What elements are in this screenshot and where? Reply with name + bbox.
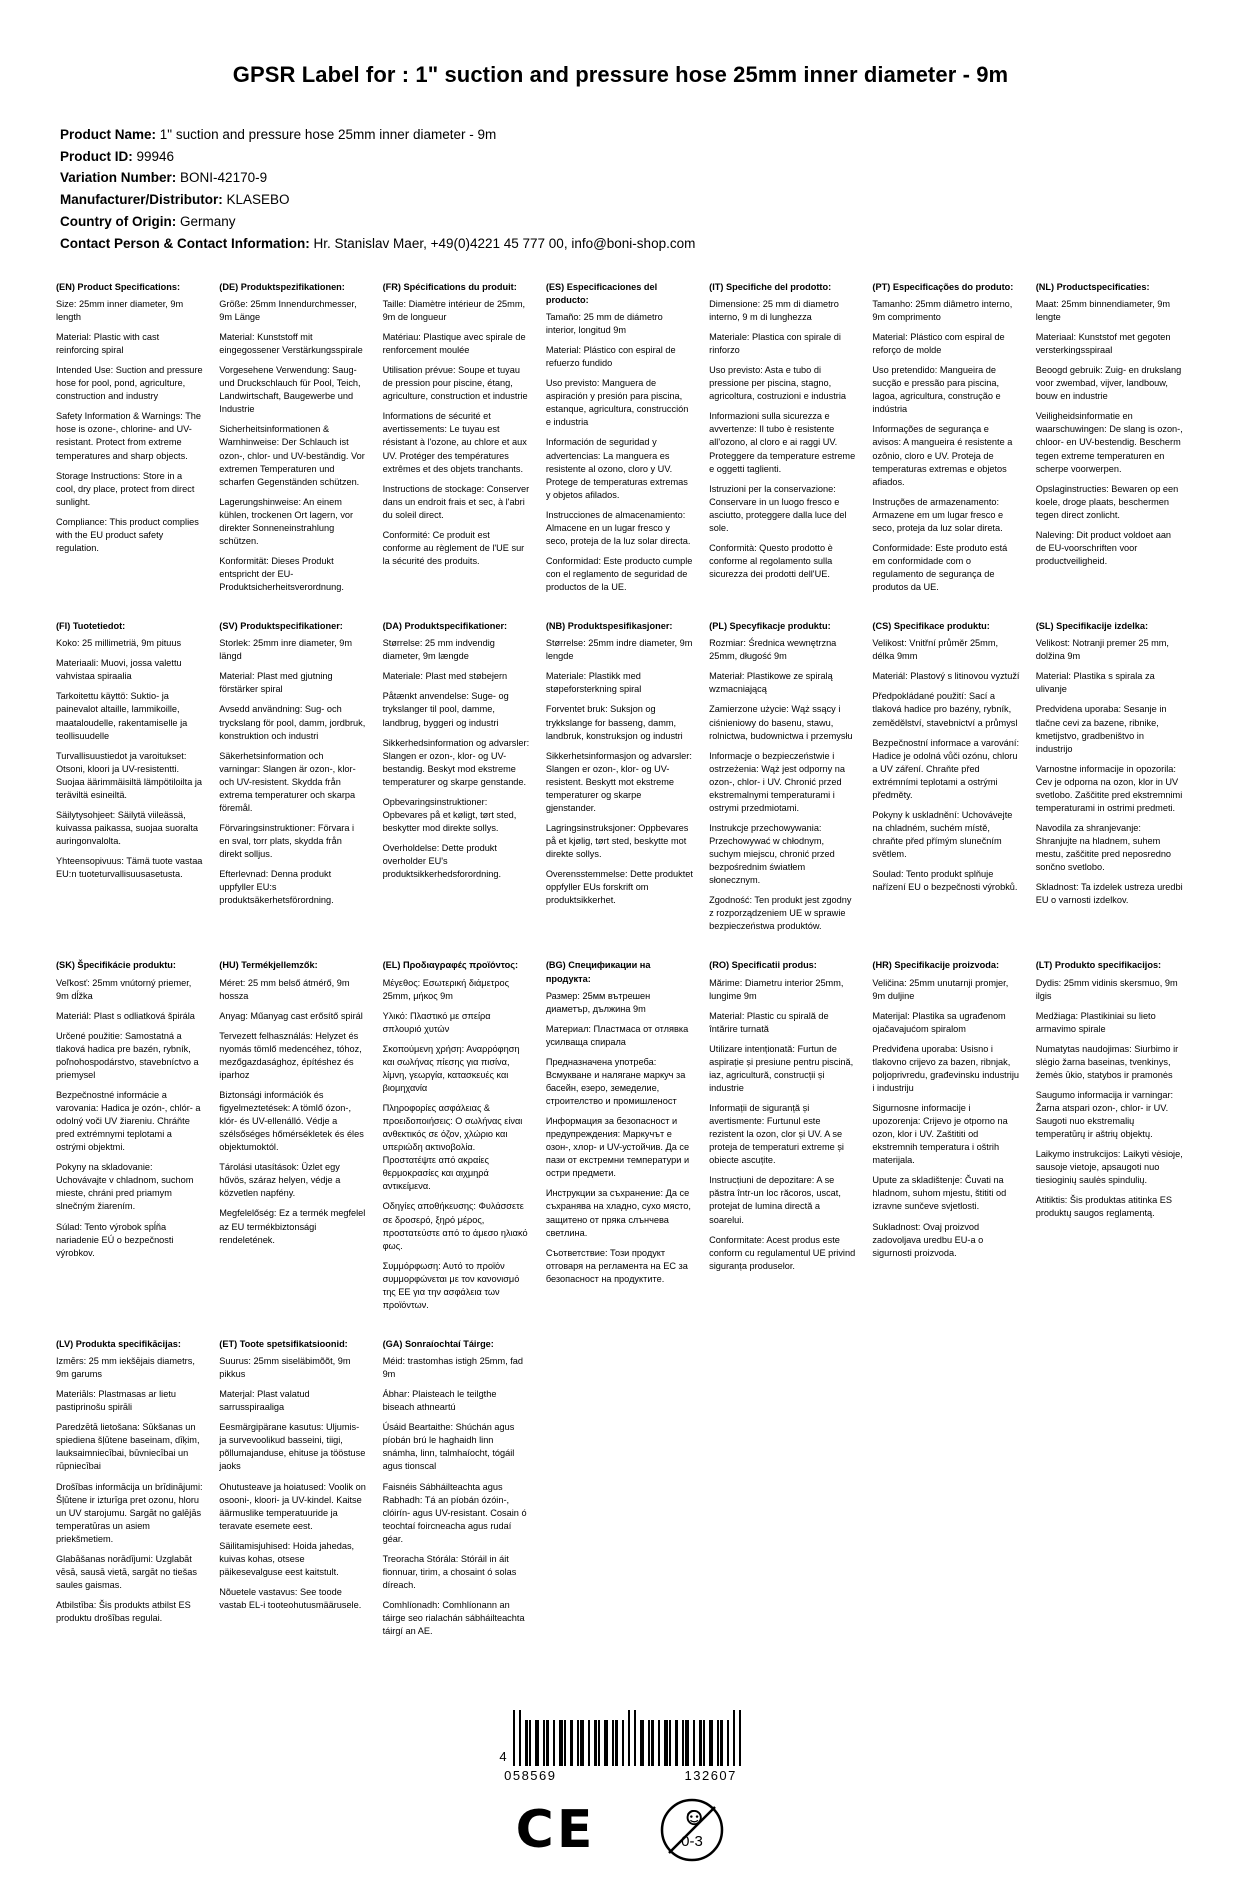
spec-paragraph: Upute za skladištenje: Čuvati na hladnom, suhom mjestu, štititi od izravne sunčeve svjetlosti.: [872, 1175, 1007, 1212]
spec-paragraph: Sukladnost: Ovaj proizvod zadovoljava uredbu EU-a o sigurnosti proizvoda.: [872, 1221, 984, 1258]
spec-paragraph: Konformität: Dieses Produkt entspricht der EU-Produktsicherheitsverordnung.: [219, 555, 344, 593]
spec-paragraph: Velikost: Notranji premer 25 mm, dolžina 9m: [1035, 638, 1169, 662]
spec-paragraph: Koko: 25 millimetriä, 9m pituus: [56, 638, 182, 649]
spec-paragraph: Ábhar: Plaisteach le teilgthe biseach athneartú: [382, 1389, 497, 1413]
spec-heading: (SL) Specifikacije izdelka:: [1035, 621, 1149, 632]
spec-block: [709, 281, 858, 620]
meta-label: Variation Number:: [60, 170, 177, 186]
spec-block: [383, 959, 532, 1338]
spec-paragraph: Säilitamisjuhised: Hoida jahedas, kuivas kohas, otsese päikesevalguse eest kaitstult.: [219, 1540, 355, 1577]
spec-paragraph: Conformità: Questo prodotto è conforme al regolamento sulla sicurezza dei prodotti dell'UE.: [709, 542, 833, 580]
spec-paragraph: Maat: 25mm binnendiameter, 9m lengte: [1035, 298, 1171, 322]
spec-paragraph: Úsáid Beartaithe: Shúchán agus píobán brú le haghaidh linn snámha, linn, talmhaíocht, tógáil agus tionscal: [382, 1422, 515, 1472]
spec-block: [383, 1338, 532, 1664]
spec-paragraph: Biztonsági információk és figyelmeztetések: A tömlő ózon-, klór- és UV-ellenálló. Védje a szélsőséges hőmérsékletek és éles objektumoktól.: [219, 1089, 364, 1153]
spec-paragraph: Material: Plastic with cast reinforcing spiral: [56, 332, 160, 356]
spec-paragraph: Materiāls: Plastmasas ar lietu pastiprinošu spirāli: [56, 1389, 176, 1413]
spec-paragraph: Naleving: Dit product voldoet aan de EU-voorschriften voor productveiligheid.: [1035, 529, 1172, 566]
spec-paragraph: Compliance: This product complies with the EU product safety regulation.: [56, 516, 199, 553]
spec-heading: (LV) Produkta specifikācijas:: [56, 1338, 181, 1349]
barcode-bars: [513, 1708, 742, 1766]
spec-paragraph: Conformidade: Este produto está em conformidade com o regulamento de segurança de produtos da UE.: [872, 542, 1008, 593]
spec-paragraph: Conformitate: Acest produs este conform cu regulamentul UE privind siguranța produselor.: [709, 1234, 856, 1271]
spec-block: [219, 281, 368, 620]
spec-heading: (SV) Produktspecifikationer:: [219, 621, 343, 632]
compliance-marks: [516, 1797, 726, 1863]
spec-paragraph: Rozmiar: Średnica wewnętrzna 25mm, długość 9m: [709, 638, 837, 662]
label-footer: [56, 1682, 1185, 1863]
spec-paragraph: Drošības informācija un brīdinājumi: Šļūtene ir izturīga pret ozonu, hloru un UV starojumu. Sargāt no galējās temperatūras un asiem priekšmetiem.: [56, 1481, 203, 1544]
spec-paragraph: Информация за безопасност и предупреждения: Маркучът е озон-, хлор- и UV-устойчив. Да се пази от екстремни температури и остри предмети.: [545, 1116, 690, 1179]
spec-paragraph: Размер: 25мм вътрешен диаметър, дължина 9m: [545, 990, 651, 1014]
spec-paragraph: Izmērs: 25 mm iekšējais diametrs, 9m garums: [56, 1356, 195, 1380]
meta-value: BONI-42170-9: [180, 170, 268, 186]
meta-value: Germany: [180, 214, 236, 230]
spec-paragraph: Tárolási utasítások: Üzlet egy hűvös, száraz helyen, védje a közvetlen napfény.: [219, 1162, 341, 1199]
spec-paragraph: Material: Plast med gjutning förstärker spiral: [219, 671, 333, 695]
spec-paragraph: Sikkerhetsinformasjon og advarsler: Slangen er ozon-, klor- og UV-resistent. Beskytt mot ekstreme temperaturer og skarpe gjenstander.: [545, 750, 692, 813]
spec-block: [1036, 959, 1185, 1338]
spec-paragraph: Súlad: Tento výrobok spĺňa nariadenie EÚ o bezpečnosti výrobkov.: [56, 1221, 174, 1258]
spec-heading: (PT) Especificações do produto:: [872, 281, 1014, 292]
spec-paragraph: Instrukcje przechowywania: Przechowywać w chłodnym, suchym miejscu, chronić przed bezpośrednim światłem słonecznym.: [709, 822, 835, 886]
spec-paragraph: Informazioni sulla sicurezza e avvertenze: Il tubo è resistente all'ozono, al cloro e ai raggi UV. Proteggere da temperature estreme e oggetti taglienti.: [709, 411, 856, 474]
spec-heading: (PL) Specyfikacje produktu:: [709, 621, 831, 632]
spec-paragraph: Storage Instructions: Store in a cool, dry place, protect from direct sunlight.: [56, 470, 195, 507]
spec-block: [872, 620, 1021, 959]
page-title: GPSR Label for : 1" suction and pressure hose 25mm inner diameter - 9m: [232, 62, 1009, 87]
spec-heading: (GA) Sonraíochtaí Táirge:: [382, 1338, 494, 1349]
meta-value: 1" suction and pressure hose 25mm inner diameter - 9m: [159, 126, 497, 142]
spec-paragraph: Forventet bruk: Suksjon og trykkslange for basseng, damm, landbruk, konstruksjon og industri: [545, 704, 683, 741]
spec-paragraph: Uso previsto: Asta e tubo di pressione per piscina, stagno, agricoltura, costruzioni e industria: [709, 365, 846, 402]
meta-row-product-id: [60, 146, 1185, 168]
spec-paragraph: Informații de siguranță și avertismente: Furtunul este rezistent la ozon, clor și UV. A se proteja de temperaturi extreme și obiecte ascuțite.: [709, 1103, 844, 1166]
spec-paragraph: Предназначена употреба: Всмукване и налягане маркуч за басейн, езеро, земеделие, строителство и промишленост: [545, 1056, 686, 1107]
spec-heading: (FR) Spécifications du produit:: [382, 281, 517, 292]
barcode-numbers: [504, 1768, 737, 1783]
spec-heading: (RO) Specificatii produs:: [709, 960, 817, 971]
spec-paragraph: Bezpečnostní informace a varování: Hadice je odolná vůči ozónu, chloru a UV záření. Chraňte před extrémními teplotami a ostrými předměty.: [872, 737, 1019, 800]
spec-paragraph: Μέγεθος: Εσωτερική διάμετρος 25mm, μήκος 9m: [382, 977, 510, 1001]
spec-paragraph: Efterlevnad: Denna produkt uppfyller EU:s produktsäkerhetsförordning.: [219, 869, 334, 906]
meta-value: KLASEBO: [226, 192, 290, 208]
meta-label: Product ID:: [60, 148, 133, 164]
spec-paragraph: Størrelse: 25mm indre diameter, 9m lengde: [545, 638, 693, 662]
spec-paragraph: Suurus: 25mm siseläbimõõt, 9m pikkus: [219, 1356, 351, 1380]
meta-value: 99946: [136, 148, 175, 164]
spec-block: [56, 620, 205, 959]
spec-heading: (EN) Product Specifications:: [56, 281, 181, 292]
spec-block: [1036, 620, 1185, 959]
product-meta-block: [60, 124, 1185, 255]
spec-block-empty: [546, 1338, 695, 1664]
spec-paragraph: Avsedd användning: Sug- och tryckslang för pool, damm, jordbruk, konstruktion och industri: [219, 704, 366, 741]
spec-paragraph: Soulad: Tento produkt splňuje nařízení EU o bezpečnosti výrobků.: [872, 869, 1018, 893]
spec-paragraph: Συμμόρφωση: Αυτό το προϊόν συμμορφώνεται με τον κανονισμό της ΕΕ για την ασφάλεια των προϊόντων.: [382, 1260, 520, 1310]
spec-block: [219, 620, 368, 959]
spec-block: [219, 1338, 368, 1664]
spec-paragraph: Instructions de stockage: Conserver dans un endroit frais et sec, à l'abri du soleil direct.: [382, 483, 530, 520]
spec-paragraph: Navodila za shranjevanje: Shranjujte na hladnem, suhem mestu, zaščitite pred neposredno sončno svetlobo.: [1035, 822, 1172, 873]
spec-block: [383, 281, 532, 620]
spec-heading: (DA) Produktspecifikationer:: [382, 621, 508, 632]
spec-block: [546, 620, 695, 959]
spec-paragraph: Säkerhetsinformation och varningar: Slangen är ozon-, klor- och UV-resistent. Skydda från extrema temperaturer och skarpa föremål.: [219, 750, 356, 813]
svg-text:0-3: 0-3: [681, 1833, 704, 1851]
spec-paragraph: Материал: Пластмаса от отлявка усилваща спирала: [545, 1023, 689, 1047]
spec-heading: (IT) Specifiche del prodotto:: [709, 281, 832, 292]
barcode-lead-digit: 4: [499, 1749, 507, 1765]
meta-label: Country of Origin:: [60, 214, 177, 230]
spec-paragraph: Informacje o bezpieczeństwie i ostrzeżenia: Wąż jest odporny na ozon-, chlor- i UV. Chronić przed ekstremalnymi temperaturami i ostrymi przedmiotami.: [709, 750, 845, 813]
spec-paragraph: Nõuetele vastavus: See toode vastab EL-i tooteohutusmäärusele.: [219, 1586, 362, 1611]
spec-paragraph: Matériau: Plastique avec spirale de renforcement moulée: [382, 332, 526, 356]
spec-paragraph: Material: Plastic cu spirală de întărire turnată: [709, 1010, 829, 1034]
spec-paragraph: Lagerungshinweise: An einem kühlen, trockenen Ort lagern, vor direkter Sonneneinstrahlung schützen.: [219, 496, 354, 546]
spec-paragraph: Beoogd gebruik: Zuig- en drukslang voor zwembad, vijver, landbouw, bouw en industrie: [1035, 365, 1182, 402]
spec-paragraph: Pokyny k uskladnění: Uchovávejte na chladném, suchém místě, chraňte před přímým slunečním světlem.: [872, 809, 1013, 860]
age-restriction-0-3-icon: [659, 1797, 725, 1863]
spec-heading: (HR) Specifikacije proizvoda:: [872, 960, 1000, 971]
spec-paragraph: Informations de sécurité et avertissements: Le tuyau est résistant à l'ozone, au chlore et aux UV. Protéger des températures extrêmes et des objets tranchants.: [382, 411, 527, 474]
spec-paragraph: Instrucțiuni de depozitare: A se păstra într-un loc răcoros, uscat, protejat de lumina directă a soarelui.: [709, 1175, 841, 1225]
spec-paragraph: Storlek: 25mm inre diameter, 9m längd: [219, 638, 353, 662]
spec-paragraph: Mărime: Diametru interior 25mm, lungime 9m: [709, 977, 844, 1001]
meta-row-manufacturer: [60, 189, 1185, 211]
spec-paragraph: Säilytysohjeet: Säilytä viileässä, kuivassa paikassa, suojaa suoralta auringonvalolta.: [56, 809, 198, 847]
meta-label: Manufacturer/Distributor:: [60, 192, 223, 208]
meta-row-variation-number: [60, 167, 1185, 189]
spec-paragraph: Zgodność: Ten produkt jest zgodny z rozporządzeniem UE w sprawie bezpieczeństwa produktów.: [709, 895, 852, 932]
spec-paragraph: Určené použitie: Samostatná a tlaková hadica pre bazén, rybník, poľnohospodárstvo, stavebníctvo a priemysel: [56, 1030, 199, 1080]
spec-paragraph: Yhteensopivuus: Tämä tuote vastaa EU:n tuoteturvallisuusasetusta.: [56, 856, 203, 880]
spec-paragraph: Predvidena uporaba: Sesanje in tlačne cevi za bazene, ribnike, kmetijstvo, gradbeništvo in industrijo: [1035, 704, 1167, 754]
spec-paragraph: Sikkerhedsinformation og advarsler: Slangen er ozon-, klor- og UV-bestandig. Beskyt mod ekstreme temperaturer og skarpe genstande.: [382, 737, 530, 787]
spec-paragraph: Informações de segurança e avisos: A mangueira é resistente a ozônio, cloro e UV. Proteja de temperaturas extremas e objetos afiados.: [872, 424, 1013, 487]
spec-paragraph: Laikymo instrukcijos: Laikyti vėsioje, sausoje vietoje, apsaugoti nuo tiesioginių saulės spindulių.: [1035, 1149, 1183, 1186]
spec-block-empty: [709, 1338, 858, 1664]
spec-paragraph: Atbilstība: Šis produkts atbilst ES produktu drošības regulai.: [56, 1600, 191, 1624]
spec-paragraph: Utilizare intenționată: Furtun de aspirație și presiune pentru piscină, iaz, agricultură, construcții și industrie: [709, 1043, 854, 1093]
spec-heading: (FI) Tuotetiedot:: [56, 621, 126, 632]
spec-paragraph: Overholdelse: Dette produkt overholder EU's produktsikkerhedsforordning.: [382, 843, 502, 880]
meta-row-country-of-origin: [60, 211, 1185, 233]
spec-paragraph: Materjal: Plast valatud sarrusspiraaliga: [219, 1389, 310, 1413]
spec-paragraph: Material: Plástico con espiral de refuerzo fundido: [545, 345, 676, 369]
meta-row-contact: [60, 233, 1185, 255]
ce-mark-icon: CE: [515, 1800, 596, 1861]
specifications-grid: [56, 281, 1185, 1664]
spec-paragraph: Atitiktis: Šis produktas atitinka ES produktų saugos reglamentą.: [1035, 1195, 1173, 1219]
spec-block-empty: [872, 1338, 1021, 1664]
spec-paragraph: Material: Plástico com espiral de reforço de molde: [872, 332, 1005, 356]
spec-paragraph: Instruções de armazenamento: Armazene em um lugar fresco e seco, proteja da luz solar direta.: [872, 496, 1004, 533]
spec-paragraph: Eesmärgipärane kasutus: Uljumis- ja survevoolikud basseini, tiigi, põllumajanduse, ehituse ja tööstuse jaoks: [219, 1422, 366, 1472]
spec-paragraph: Opslaginstructies: Bewaren op een koele, droge plaats, beschermen tegen direct zonlicht.: [1035, 483, 1179, 520]
spec-paragraph: Predviđena uporaba: Usisno i tlakovno crijevo za bazen, ribnjak, poljoprivredu, građevinsku industriju i industriju: [872, 1043, 1019, 1093]
spec-paragraph: Съответствие: Този продукт отговаря на регламента на ЕС за безопасност на продуктите.: [545, 1247, 688, 1284]
spec-heading: (DE) Produktspezifikationen:: [219, 281, 345, 292]
spec-paragraph: Tarkoitettu käyttö: Suktio- ja painevalot altaille, lammikoille, maataloudelle, rakentamiselle ja teollisuudelle: [56, 691, 188, 741]
spec-paragraph: Varnostne informacije in opozorila: Cev je odporna na ozon, klor in UV svetlobo. Zaščitite pred ekstremnimi temperaturami in ostrimi predmeti.: [1035, 763, 1183, 813]
spec-block: [56, 281, 205, 620]
barcode: [499, 1708, 741, 1766]
barcode-right-group: 132607: [684, 1768, 737, 1784]
spec-paragraph: Materiale: Plastica con spirale di rinforzo: [709, 332, 841, 356]
spec-paragraph: Dydis: 25mm vidinis skersmuo, 9m ilgis: [1035, 977, 1178, 1001]
spec-paragraph: Υλικό: Πλαστικό με σπείρα σπλουριό χυτών: [382, 1010, 491, 1034]
spec-block: [383, 620, 532, 959]
spec-paragraph: Vorgesehene Verwendung: Saug- und Druckschlauch für Pool, Teich, Landwirtschaft, Baugewerbe und Industrie: [219, 365, 361, 415]
spec-paragraph: Veľkosť: 25mm vnútorný priemer, 9m dĺžka: [56, 977, 192, 1001]
spec-paragraph: Medžiaga: Plastikiniai su lieto armavimo spirale: [1035, 1010, 1156, 1034]
spec-paragraph: Conformité: Ce produit est conforme au règlement de l'UE sur la sécurité des produits.: [382, 529, 525, 566]
spec-paragraph: Méret: 25 mm belső átmérő, 9m hossza: [219, 977, 350, 1001]
spec-block: [1036, 281, 1185, 620]
spec-paragraph: Turvallisuustiedot ja varoitukset: Otsoni, kloori ja UV-resistentti. Suojaa äärimmäisiltä lämpötiloilta ja teräviltä esineiltä.: [56, 750, 203, 800]
spec-paragraph: Utilisation prévue: Soupe et tuyau de pression pour piscine, étang, agriculture, construction et industrie: [382, 365, 528, 402]
spec-paragraph: Numatytas naudojimas: Siurbimo ir slėgio žarna baseinas, tvenkinys, žemės ūkio, statybos ir pramonės: [1035, 1043, 1179, 1080]
spec-paragraph: Tervezett felhasználás: Helyzet és nyomás tömlő medencéhez, tóhoz, mezőgazdasághoz, építéshez és iparhoz: [219, 1030, 362, 1080]
meta-row-product-name: [60, 124, 1185, 146]
spec-paragraph: Comhlíonadh: Comhlíonann an táirge seo rialachán sábháilteachta táirgí an AE.: [382, 1600, 525, 1637]
spec-paragraph: Materiál: Plast s odliatková špirála: [56, 1010, 195, 1021]
spec-paragraph: Skladnost: Ta izdelek ustreza uredbi EU o varnosti izdelkov.: [1035, 882, 1183, 906]
spec-paragraph: Οδηγίες αποθήκευσης: Φυλάσσετε σε δροσερό, ξηρό μέρος, προστατεύστε από το άμεσο ηλιακό φως.: [382, 1201, 528, 1251]
spec-paragraph: Инструкции за съхранение: Да се съхранява на хладно, сухо място, защитено от пряка слънчева светлина.: [545, 1188, 691, 1238]
spec-block: [872, 281, 1021, 620]
spec-paragraph: Pokyny na skladovanie: Uchovávajte v chladnom, suchom mieste, chráni pred priamym slnečným žiarením.: [56, 1162, 194, 1212]
spec-paragraph: Størrelse: 25 mm indvendig diameter, 9m længde: [382, 638, 495, 662]
spec-paragraph: Materiale: Plastikk med støpeforsterkning spiral: [545, 671, 642, 695]
spec-paragraph: Faisnéis Sábháilteachta agus Rabhadh: Tá an píobán ózóin-, clóirín- agus UV-resistant. Cosain ó teochtaí foircneacha agus rudaí géar.: [382, 1481, 527, 1544]
spec-paragraph: Material: Plastika s spirala za ulivanje: [1035, 671, 1155, 695]
spec-paragraph: Materiale: Plast med støbejern: [382, 671, 508, 682]
spec-paragraph: Treoracha Stórála: Stóráil in áit fionnuar, tirim, a chosaint ó solas díreach.: [382, 1553, 517, 1590]
spec-paragraph: Paredzētā lietošana: Sūkšanas un spiediena šļūtene baseinam, dīķim, lauksaimniecībai, būvniecībai un rūpniecībai: [56, 1422, 200, 1472]
spec-paragraph: Veiligheidsinformatie en waarschuwingen: De slang is ozon-, chloor- en UV-bestendig. Bescherm tegen extreme temperaturen en scherpe voorwerpen.: [1035, 411, 1183, 474]
spec-paragraph: Glabāšanas norādījumi: Uzglabāt vēsā, sausā vietā, sargāt no tiešas saules gaismas.: [56, 1553, 197, 1590]
meta-label: Contact Person & Contact Information:: [60, 235, 310, 251]
spec-paragraph: Conformidad: Este producto cumple con el reglamento de seguridad de productos de la UE.: [545, 555, 693, 593]
spec-paragraph: Dimensione: 25 mm di diametro interno, 9 m di lunghezza: [709, 298, 839, 322]
spec-paragraph: Intended Use: Suction and pressure hose for pool, pond, agriculture, construction and industry: [56, 365, 203, 402]
spec-heading: (ES) Especificaciones del producto:: [545, 281, 658, 305]
spec-paragraph: Sicherheitsinformationen & Warnhinweise: Der Schlauch ist ozon-, chlor- und UV-beständig. Vor extremen Temperaturen und scharfen Gegenständen schützen.: [219, 424, 365, 487]
spec-block: [56, 1338, 205, 1664]
spec-paragraph: Předpokládané použití: Sací a tlaková hadice pro bazény, rybník, zemědělství, stavebnictví a průmysl: [872, 691, 1018, 728]
spec-paragraph: Veličina: 25mm unutarnji promjer, 9m duljine: [872, 977, 1009, 1001]
spec-paragraph: Materiaali: Muovi, jossa valettu vahvistaa spiraalia: [56, 658, 182, 682]
spec-block: [546, 281, 695, 620]
spec-paragraph: Tamaño: 25 mm de diámetro interior, longitud 9m: [545, 311, 663, 336]
spec-paragraph: Size: 25mm inner diameter, 9m length: [56, 298, 184, 322]
spec-paragraph: Material: Kunststoff mit eingegossener Verstärkungsspirale: [219, 332, 363, 356]
meta-value: Hr. Stanislav Maer, +49(0)4221 45 777 00, info@boni-shop.com: [313, 235, 696, 251]
spec-paragraph: Safety Information & Warnings: The hose is ozone-, chlorine- and UV-resistant. Protect from extreme temperatures and sharp objects.: [56, 411, 202, 461]
spec-heading: (BG) Спецификации на продукта:: [545, 960, 651, 984]
spec-paragraph: Megfelelőség: Ez a termék megfelel az EU termékbiztonsági rendeletének.: [219, 1208, 366, 1245]
spec-paragraph: Taille: Diamètre intérieur de 25mm, 9m de longueur: [382, 298, 526, 322]
spec-paragraph: Ohutusteave ja hoiatused: Voolik on osooni-, kloori- ja UV-kindel. Kaitse äärmuslike temperatuuride ja teravate esemete eest.: [219, 1481, 366, 1531]
spec-paragraph: Πληροφορίες ασφάλειας & προειδοποιήσεις: Ο σωλήνας είναι ανθεκτικός σε όζον, χλώριο και υπεριώδη ακτινοβολία. Προστατέψτε από ακραίες θερμοκρασίες και αιχμηρά αντικείμενα.: [382, 1103, 523, 1192]
spec-paragraph: Materiál: Plastový s litinovou vyztuží: [872, 671, 1020, 682]
spec-paragraph: Größe: 25mm Innendurchmesser, 9m Länge: [219, 298, 357, 322]
spec-paragraph: Uso previsto: Manguera de aspiración y presión para piscina, estanque, agricultura, construcción e industria: [545, 378, 689, 428]
spec-paragraph: Uso pretendido: Mangueira de sucção e pressão para piscina, lagoa, agricultura, construção e indústria: [872, 365, 1001, 415]
spec-paragraph: Lagringsinstruksjoner: Oppbevares på et kjølig, tørt sted, beskytte mot direkte sollys.: [545, 822, 689, 860]
barcode-left-group: 058569: [504, 1768, 557, 1784]
spec-block: [56, 959, 205, 1338]
spec-paragraph: Istruzioni per la conservazione: Conservare in un luogo fresco e asciutto, proteggere dalla luce del sole.: [709, 483, 847, 533]
spec-block: [709, 959, 858, 1338]
spec-heading: (NB) Produktspesifikasjoner:: [545, 621, 673, 632]
spec-paragraph: Bezpečnostné informácie a varovania: Hadica je ozón-, chlór- a odolný voči UV žiareniu. Chráňte pred extrémnymi teplotami a ostrými objektmi.: [56, 1089, 201, 1153]
spec-paragraph: Σκοπούμενη χρήση: Αναρρόφηση και σωλήνας πίεσης για πισίνα, λίμνη, γεωργία, κατασκευές και βιομηχανία: [382, 1043, 520, 1093]
spec-paragraph: Méid: trastomhas istigh 25mm, fad 9m: [382, 1356, 523, 1380]
spec-block: [872, 959, 1021, 1338]
spec-paragraph: Materijal: Plastika sa ugrađenom ojačavajućom spiralom: [872, 1010, 1006, 1034]
spec-heading: (SK) Špecifikácie produktu:: [56, 960, 176, 971]
spec-paragraph: Opbevaringsinstruktioner: Opbevares på et køligt, tørt sted, beskytter mod direkte sollys.: [382, 796, 517, 833]
spec-heading: (CS) Specifikace produktu:: [872, 621, 990, 632]
spec-paragraph: Velikost: Vnitřní průměr 25mm, délka 9mm: [872, 638, 999, 662]
spec-paragraph: Påtænkt anvendelse: Suge- og trykslanger til pool, damme, landbrug, byggeri og industri: [382, 691, 509, 728]
spec-paragraph: Anyag: Műanyag cast erősítő spirál: [219, 1010, 363, 1021]
spec-paragraph: Saugumo informacija ir varningar: Žarna atspari ozon-, chlor- ir UV. Saugoti nuo ekstremalių temperatūrų ir aštrių objektų.: [1035, 1089, 1174, 1140]
spec-heading: (LT) Produkto specifikacijos:: [1035, 960, 1162, 971]
spec-heading: (ET) Toote spetsifikatsioonid:: [219, 1338, 348, 1349]
spec-paragraph: Sigurnosne informacije i upozorenja: Crijevo je otporno na ozon, klor i UV. Zaštititi od ekstremnih temperatura i oštrih materijala.: [872, 1103, 1008, 1166]
spec-paragraph: Materiaal: Kunststof met gegoten versterkingsspiraal: [1035, 332, 1171, 356]
spec-block: [219, 959, 368, 1338]
spec-block-empty: [1036, 1338, 1185, 1664]
spec-paragraph: Tamanho: 25mm diâmetro interno, 9m comprimento: [872, 298, 1013, 322]
spec-paragraph: Información de seguridad y advertencias: La manguera es resistente al ozono, cloro y UV. Protege de temperaturas extremas y objetos afilados.: [545, 437, 688, 500]
spec-block: [709, 620, 858, 959]
spec-heading: (NL) Productspecificaties:: [1035, 281, 1150, 292]
spec-paragraph: Zamierzone użycie: Wąż ssący i ciśnieniowy do basenu, stawu, rolnictwa, budownictwa i przemysłu: [709, 704, 853, 741]
spec-heading: (HU) Termékjellemzők:: [219, 960, 318, 971]
spec-paragraph: Förvaringsinstruktioner: Förvara i en sval, torr plats, skydda från direkt solljus.: [219, 822, 355, 860]
meta-label: Product Name:: [60, 126, 157, 142]
spec-block: [546, 959, 695, 1338]
spec-paragraph: Materiał: Plastikowe ze spiralą wzmacniającą: [709, 671, 833, 695]
spec-paragraph: Instrucciones de almacenamiento: Almacene en un lugar fresco y seco, proteja de la luz solar directa.: [545, 509, 691, 546]
spec-heading: (EL) Προδιαγραφές προϊόντος:: [382, 960, 519, 971]
spec-paragraph: Overensstemmelse: Dette produktet oppfyller EUs forskrift om produktsikkerhet.: [545, 869, 693, 906]
